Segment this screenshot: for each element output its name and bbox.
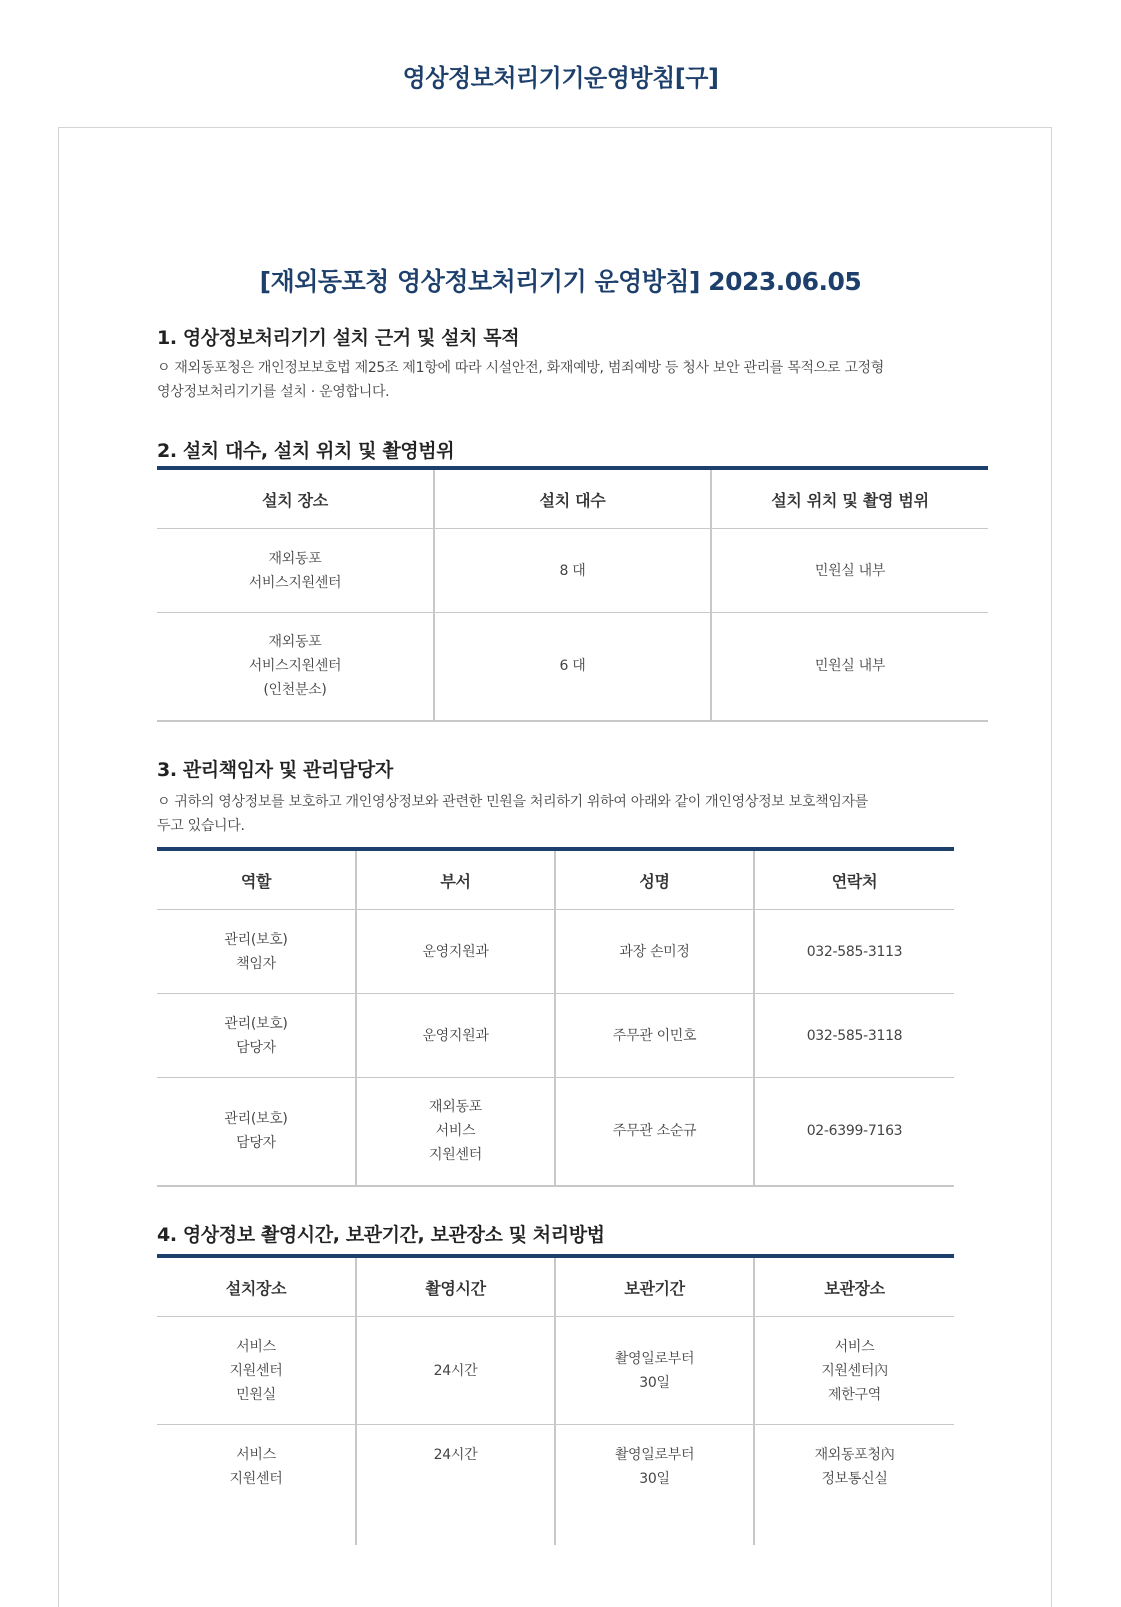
table-header-cell: 성명 xyxy=(555,849,754,910)
table-cell: 관리(보호) 책임자 xyxy=(157,910,356,994)
table-cell: 24시간 xyxy=(356,1425,555,1545)
table-header-cell: 설치 대수 xyxy=(434,468,711,529)
table-cell: 운영지원과 xyxy=(356,910,555,994)
section-3-heading: 3. 관리책임자 및 관리담당자 xyxy=(157,759,393,781)
table-header-cell: 부서 xyxy=(356,849,555,910)
table-row xyxy=(157,994,954,1078)
retention-table xyxy=(157,1254,954,1545)
table-cell: 관리(보호) 담당자 xyxy=(157,1078,356,1186)
table-cell: 서비스 지원센터內 제한구역 xyxy=(754,1317,954,1425)
table-row xyxy=(157,1078,954,1186)
bullet-icon: ㅇ xyxy=(157,360,171,376)
table-cell: 032-585-3118 xyxy=(754,994,954,1078)
table-header-cell: 설치 위치 및 촬영 범위 xyxy=(711,468,988,529)
table-cell: 서비스 지원센터 xyxy=(229,1447,283,1487)
table-cell: 주무관 소순규 xyxy=(555,1078,754,1186)
table-cell: 재외동포 서비스지원센터 (인천분소) xyxy=(157,613,434,721)
table-cell: 재외동포 서비스지원센터 xyxy=(157,529,434,613)
section-1-heading: 1. 영상정보처리기기 설치 근거 및 설치 목적 xyxy=(157,327,520,349)
section-1-paragraph xyxy=(157,356,884,404)
table-cell: 촬영일로부터 30일 xyxy=(555,1317,754,1425)
bullet-icon: ㅇ xyxy=(157,794,171,810)
table-cell: 주무관 이민호 xyxy=(555,994,754,1078)
manager-table xyxy=(157,847,954,1187)
table-cell: 8 대 xyxy=(434,529,711,613)
table-cell: 민원실 내부 xyxy=(711,529,988,613)
table-row xyxy=(157,613,988,721)
table-header-cell: 촬영시간 xyxy=(356,1256,555,1317)
section-3-text-line2: 두고 있습니다. xyxy=(157,818,245,834)
table-cell: 재외동포 서비스 지원센터 xyxy=(356,1078,555,1186)
table-cell: 24시간 xyxy=(356,1317,555,1425)
installation-table xyxy=(157,466,988,722)
table-cell: 032-585-3113 xyxy=(754,910,954,994)
section-4-heading: 4. 영상정보 촬영시간, 보관기간, 보관장소 및 처리방법 xyxy=(157,1224,605,1246)
section-1-text-line2: 영상정보처리기기를 설치 · 운영합니다. xyxy=(157,384,390,400)
table-row xyxy=(157,529,988,613)
table-header-cell: 보관기간 xyxy=(555,1256,754,1317)
table-header-row xyxy=(157,468,988,529)
table-cell: 과장 손미정 xyxy=(555,910,754,994)
document-title: [재외동포청 영상정보처리기기 운영방침] 2023.06.05 xyxy=(259,267,862,296)
table-cell: 02-6399-7163 xyxy=(754,1078,954,1186)
page-title: 영상정보처리기기운영방침[구] xyxy=(402,64,719,92)
section-1-text-line1: 재외동포청은 개인정보보호법 제25조 제1항에 따라 시설안전, 화재예방, 범죄예방 등 청사 보안 관리를 목적으로 고정형 xyxy=(174,360,884,376)
table-row xyxy=(157,910,954,994)
section-2-heading: 2. 설치 대수, 설치 위치 및 촬영범위 xyxy=(157,440,455,462)
table-cell: 재외동포청內 정보통신실 xyxy=(754,1425,954,1545)
section-3-paragraph xyxy=(157,790,868,838)
table-cell: 서비스 지원센터 민원실 xyxy=(157,1317,356,1425)
table-header-cell: 설치장소 xyxy=(157,1256,356,1317)
table-row xyxy=(157,1317,954,1425)
table-header-cell: 연락처 xyxy=(754,849,954,910)
table-cell: 민원실 내부 xyxy=(711,613,988,721)
table-cell: 6 대 xyxy=(434,613,711,721)
table-cell: 관리(보호) 담당자 xyxy=(157,994,356,1078)
table-row xyxy=(157,1425,954,1545)
table-header-cell: 역할 xyxy=(157,849,356,910)
table-cell: 촬영일로부터 30일 xyxy=(555,1425,754,1545)
table-header-row xyxy=(157,849,954,910)
table-header-cell: 보관장소 xyxy=(754,1256,954,1317)
table-header-cell: 설치 장소 xyxy=(157,468,434,529)
table-cell: 운영지원과 xyxy=(356,994,555,1078)
section-3-text-line1: 귀하의 영상정보를 보호하고 개인영상정보와 관련한 민원을 처리하기 위하여 아래와 같이 개인영상정보 보호책임자를 xyxy=(174,794,869,810)
table-header-row xyxy=(157,1256,954,1317)
